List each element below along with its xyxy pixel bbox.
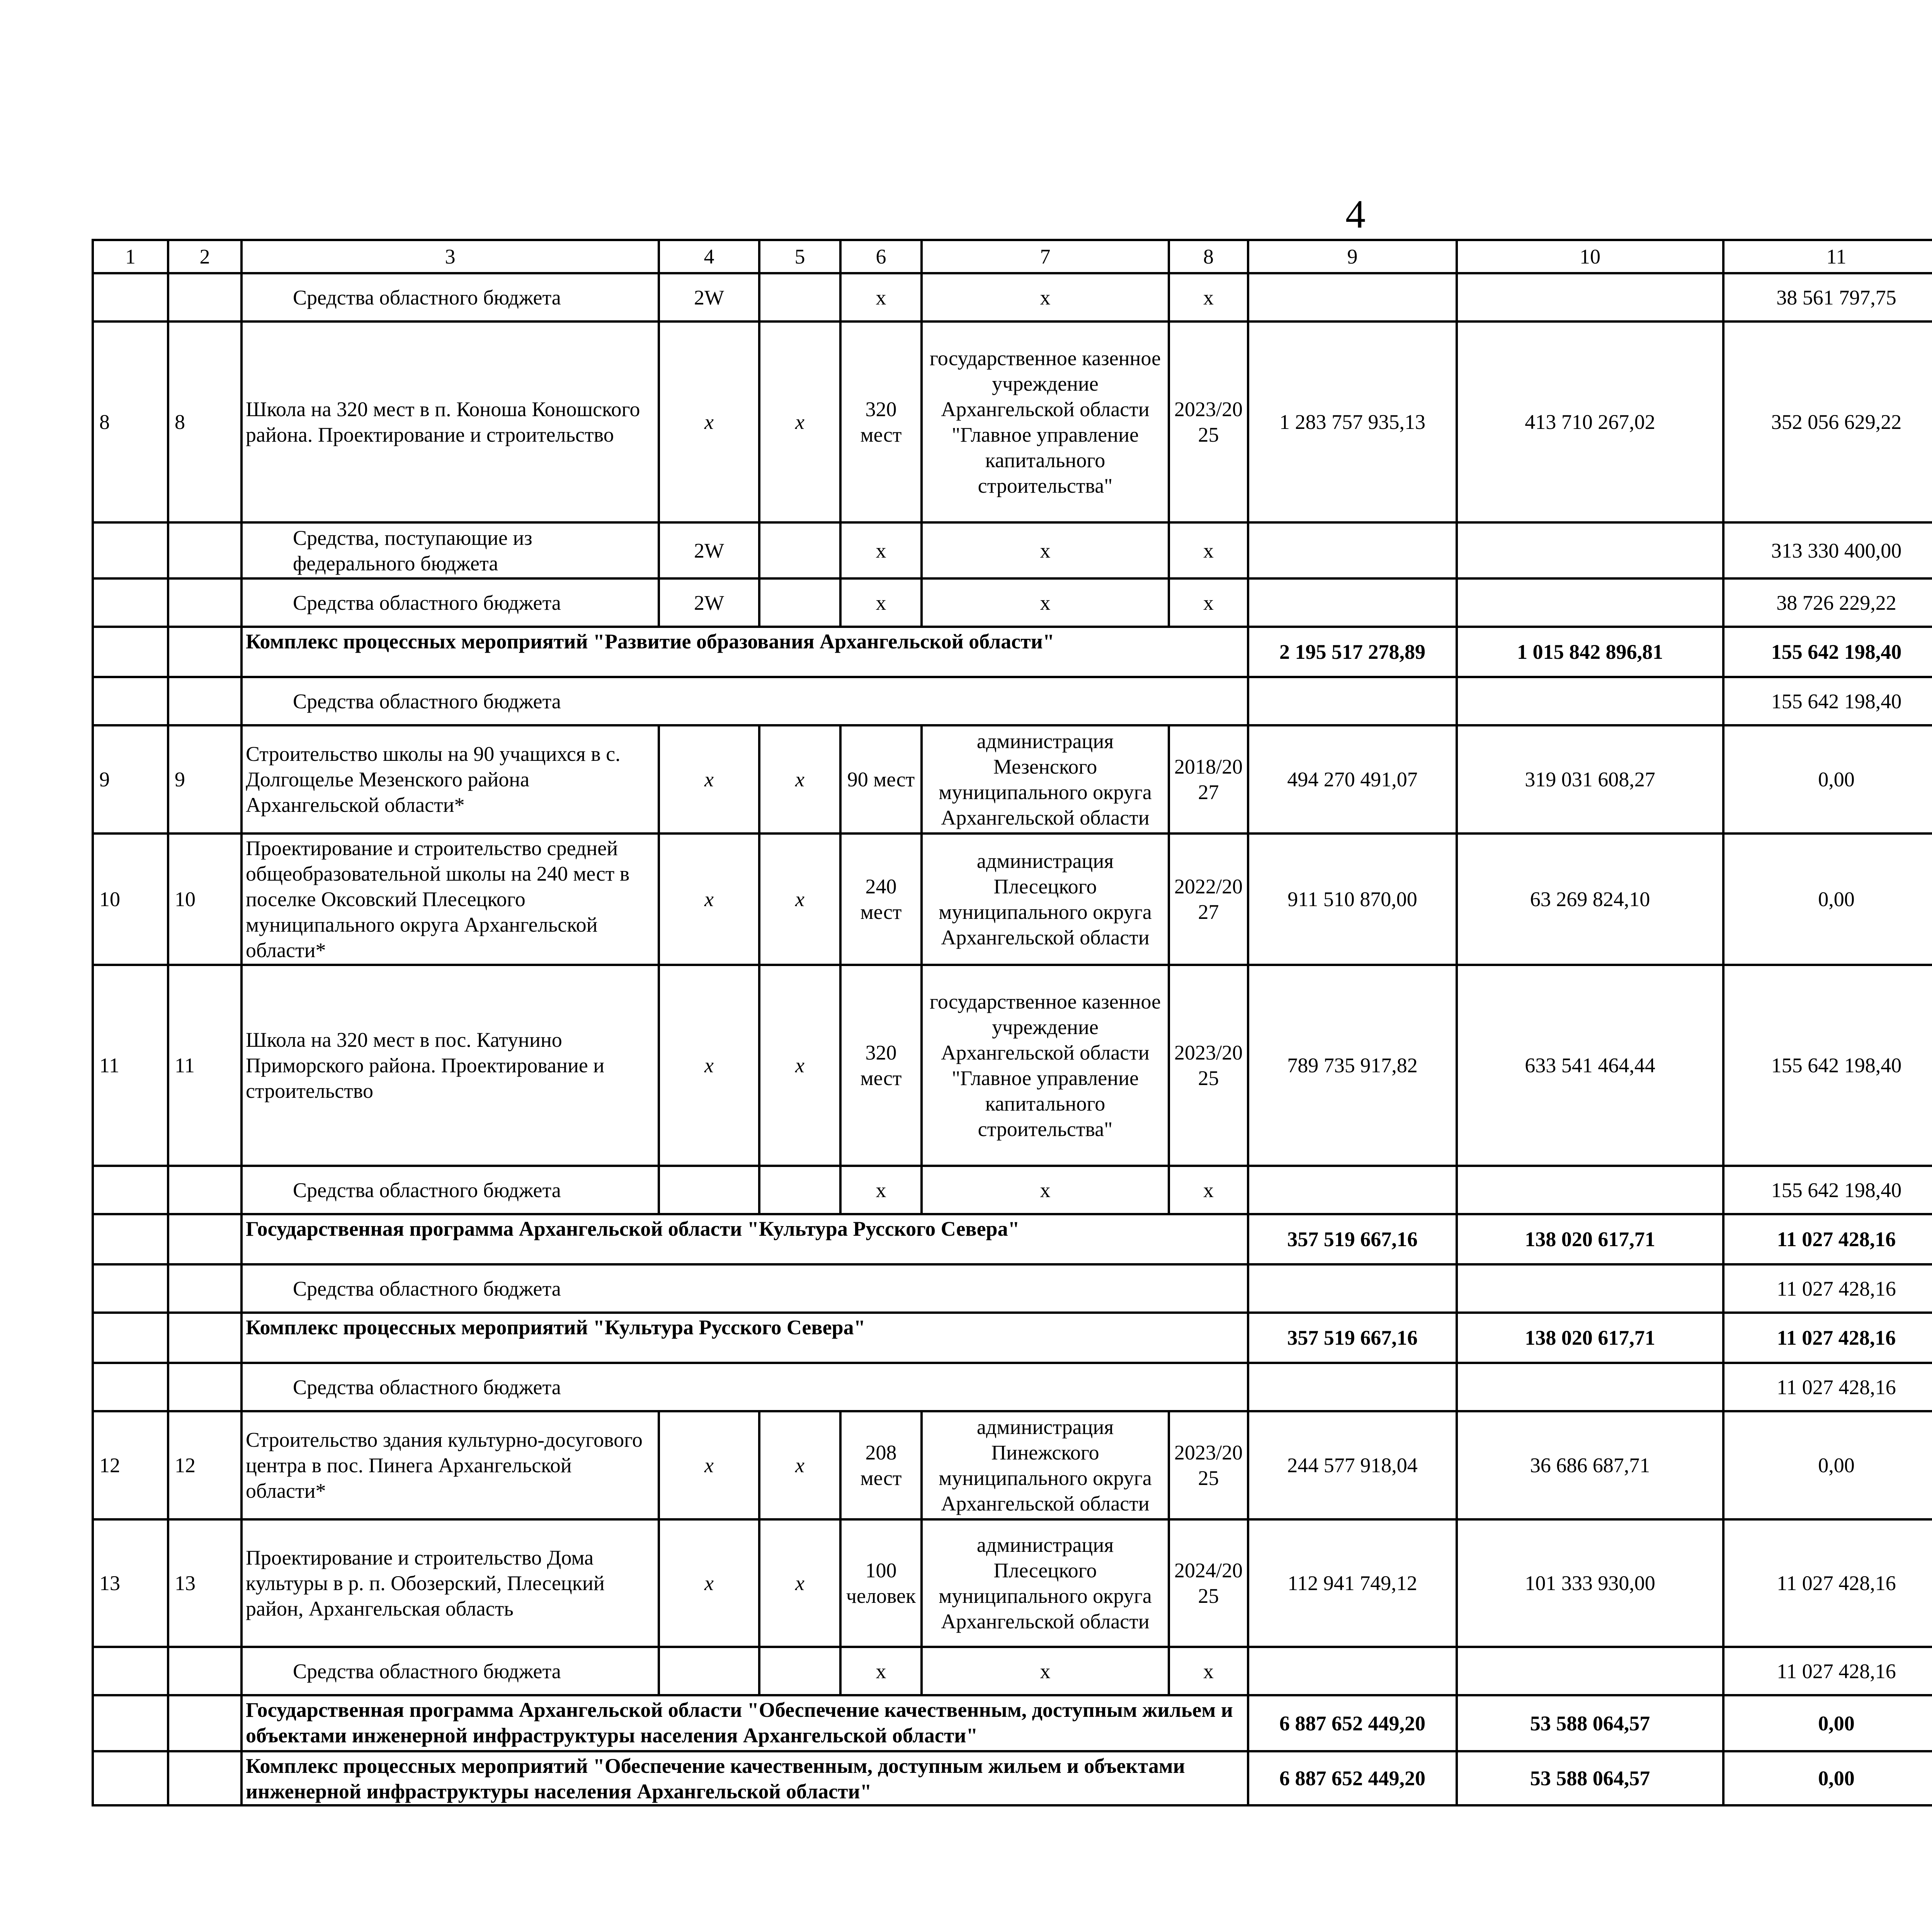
empty-cell: [1248, 273, 1457, 321]
empty-cell: [1248, 522, 1457, 578]
object-name: Строительство здания культурно-досугового центра в пос. Пинега Архангельской области*: [242, 1411, 659, 1519]
estimated-cost: 911 510 870,00: [1248, 833, 1457, 965]
empty-cell: [759, 1647, 840, 1695]
empty-cell: [168, 677, 242, 725]
cell-col4: x: [659, 833, 759, 965]
total-spent: 138 020 617,71: [1457, 1214, 1723, 1264]
empty-cell: [93, 1363, 168, 1411]
funding-row: [93, 1363, 1932, 1411]
customer: государственное казенное учреждение Архангельской области "Главное управление капитального строительства": [922, 965, 1169, 1166]
column-header: 10: [1457, 240, 1723, 273]
cell-col7: x: [922, 273, 1169, 321]
empty-cell: [1248, 1166, 1457, 1214]
funding-row: [93, 1647, 1932, 1695]
cell-col5: x: [759, 321, 840, 522]
object-name: Школа на 320 мест в пос. Катунино Приморского района. Проектирование и строительство: [242, 965, 659, 1166]
row-number: 10: [93, 833, 168, 965]
empty-cell: [93, 1647, 168, 1695]
column-header: 11: [1723, 240, 1932, 273]
amount-col11: 11 027 428,16: [1723, 1363, 1932, 1411]
empty-cell: [1457, 578, 1723, 627]
cell-col4: 2W: [659, 578, 759, 627]
funding-source-label: Средства областного бюджета: [242, 578, 659, 627]
cell-col5: x: [759, 965, 840, 1166]
column-header: 4: [659, 240, 759, 273]
total-col11: 0,00: [1723, 1695, 1932, 1751]
capacity: 100 человек: [840, 1519, 922, 1647]
empty-cell: [1248, 1363, 1457, 1411]
total-col11: 11 027 428,16: [1723, 1214, 1932, 1264]
object-number: 9: [168, 725, 242, 833]
amount-col11: 11 027 428,16: [1723, 1519, 1932, 1647]
capacity: 208 мест: [840, 1411, 922, 1519]
empty-cell: [168, 1264, 242, 1313]
empty-cell: [168, 1313, 242, 1363]
capacity: 90 мест: [840, 725, 922, 833]
estimated-cost: 1 283 757 935,13: [1248, 321, 1457, 522]
cell-col5: x: [759, 1411, 840, 1519]
customer: администрация Мезенского муниципального округа Архангельской области: [922, 725, 1169, 833]
spent-amount: 413 710 267,02: [1457, 321, 1723, 522]
object-row: [93, 321, 1932, 522]
total-cost: 6 887 652 449,20: [1248, 1751, 1457, 1805]
empty-cell: [1457, 1647, 1723, 1695]
object-row: [93, 1519, 1932, 1647]
total-cost: 357 519 667,16: [1248, 1313, 1457, 1363]
empty-cell: [1457, 1363, 1723, 1411]
empty-cell: [759, 522, 840, 578]
cell-col4: 2W: [659, 522, 759, 578]
cell-col8: x: [1169, 1166, 1248, 1214]
empty-cell: [93, 578, 168, 627]
cell-col4: x: [659, 1519, 759, 1647]
spent-amount: 63 269 824,10: [1457, 833, 1723, 965]
funding-row: [93, 677, 1932, 725]
program-row: [93, 627, 1932, 677]
empty-cell: [168, 1647, 242, 1695]
cell-col8: x: [1169, 273, 1248, 321]
cell-col6: x: [840, 273, 922, 321]
total-cost: 357 519 667,16: [1248, 1214, 1457, 1264]
empty-cell: [168, 578, 242, 627]
funding-source-label: Средства, поступающие из федерального бюджета: [242, 522, 659, 578]
program-row: [93, 1214, 1932, 1264]
customer: администрация Пинежского муниципального округа Архангельской области: [922, 1411, 1169, 1519]
empty-cell: [168, 1166, 242, 1214]
program-row: [93, 1313, 1932, 1363]
object-name: Проектирование и строительство средней общеобразовательной школы на 240 мест в поселке Оксовский Плесецкого муниципального округа Архангельской области*: [242, 833, 659, 965]
empty-cell: [1457, 273, 1723, 321]
cell-col6: x: [840, 1166, 922, 1214]
object-number: 13: [168, 1519, 242, 1647]
total-spent: 53 588 064,57: [1457, 1695, 1723, 1751]
row-number: 11: [93, 965, 168, 1166]
amount-col11: 38 561 797,75: [1723, 273, 1932, 321]
amount-col11: 155 642 198,40: [1723, 677, 1932, 725]
funding-row: [93, 1264, 1932, 1313]
row-number: 12: [93, 1411, 168, 1519]
empty-cell: [168, 1695, 242, 1751]
object-name: Проектирование и строительство Дома культуры в р. п. Обозерский, Плесецкий район, Архангельская область: [242, 1519, 659, 1647]
amount-col11: 0,00: [1723, 833, 1932, 965]
cell-col4: [659, 1166, 759, 1214]
estimated-cost: 244 577 918,04: [1248, 1411, 1457, 1519]
row-number: 13: [93, 1519, 168, 1647]
column-header: 8: [1169, 240, 1248, 273]
object-number: 12: [168, 1411, 242, 1519]
table-body: [93, 240, 1932, 1805]
empty-cell: [93, 1214, 168, 1264]
amount-col11: 11 027 428,16: [1723, 1264, 1932, 1313]
row-number: 8: [93, 321, 168, 522]
empty-cell: [1248, 677, 1457, 725]
period: 2018/2027: [1169, 725, 1248, 833]
column-header: 1: [93, 240, 168, 273]
column-header-row: [93, 240, 1932, 273]
total-cost: 6 887 652 449,20: [1248, 1695, 1457, 1751]
amount-col11: 155 642 198,40: [1723, 1166, 1932, 1214]
empty-cell: [759, 1166, 840, 1214]
spent-amount: 101 333 930,00: [1457, 1519, 1723, 1647]
amount-col11: 155 642 198,40: [1723, 965, 1932, 1166]
empty-cell: [168, 1214, 242, 1264]
estimated-cost: 112 941 749,12: [1248, 1519, 1457, 1647]
empty-cell: [168, 273, 242, 321]
program-title: Комплекс процессных мероприятий "Обеспечение качественным, доступным жильем и объектами инженерной инфраструктуры населения Архангельской области": [242, 1751, 1248, 1805]
amount-col11: 313 330 400,00: [1723, 522, 1932, 578]
empty-cell: [759, 273, 840, 321]
object-row: [93, 833, 1932, 965]
column-header: 7: [922, 240, 1169, 273]
amount-col11: 0,00: [1723, 725, 1932, 833]
empty-cell: [168, 1751, 242, 1805]
total-cost: 2 195 517 278,89: [1248, 627, 1457, 677]
spent-amount: 319 031 608,27: [1457, 725, 1723, 833]
cell-col7: x: [922, 1647, 1169, 1695]
empty-cell: [93, 1264, 168, 1313]
column-header: 5: [759, 240, 840, 273]
funding-source-label: Средства областного бюджета: [242, 1647, 659, 1695]
estimated-cost: 494 270 491,07: [1248, 725, 1457, 833]
customer: администрация Плесецкого муниципального округа Архангельской области: [922, 833, 1169, 965]
amount-col11: 352 056 629,22: [1723, 321, 1932, 522]
cell-col5: x: [759, 833, 840, 965]
program-row: [93, 1751, 1932, 1805]
empty-cell: [93, 1751, 168, 1805]
period: 2023/2025: [1169, 1411, 1248, 1519]
capacity: 240 мест: [840, 833, 922, 965]
column-header: 3: [242, 240, 659, 273]
empty-cell: [168, 627, 242, 677]
empty-cell: [759, 578, 840, 627]
total-col11: 155 642 198,40: [1723, 627, 1932, 677]
cell-col4: x: [659, 725, 759, 833]
empty-cell: [1457, 1264, 1723, 1313]
funding-row: [93, 1166, 1932, 1214]
amount-col11: 38 726 229,22: [1723, 578, 1932, 627]
object-number: 10: [168, 833, 242, 965]
funding-source-label: Средства областного бюджета: [242, 273, 659, 321]
amount-col11: 11 027 428,16: [1723, 1647, 1932, 1695]
funding-row: [93, 273, 1932, 321]
object-row: [93, 725, 1932, 833]
program-title: Комплекс процессных мероприятий "Культура Русского Севера": [242, 1313, 1248, 1363]
investment-table: [92, 239, 1932, 1806]
cell-col4: x: [659, 965, 759, 1166]
period: 2024/2025: [1169, 1519, 1248, 1647]
empty-cell: [93, 677, 168, 725]
empty-cell: [93, 627, 168, 677]
object-name: Школа на 320 мест в п. Коноша Коношского района. Проектирование и строительство: [242, 321, 659, 522]
estimated-cost: 789 735 917,82: [1248, 965, 1457, 1166]
period: 2023/2025: [1169, 321, 1248, 522]
row-number: 9: [93, 725, 168, 833]
spent-amount: 633 541 464,44: [1457, 965, 1723, 1166]
customer: администрация Плесецкого муниципального округа Архангельской области: [922, 1519, 1169, 1647]
funding-row: [93, 578, 1932, 627]
capacity: 320 мест: [840, 321, 922, 522]
total-col11: 11 027 428,16: [1723, 1313, 1932, 1363]
funding-source-label: Средства областного бюджета: [242, 1264, 1248, 1313]
program-title: Комплекс процессных мероприятий "Развитие образования Архангельской области": [242, 627, 1248, 677]
total-spent: 138 020 617,71: [1457, 1313, 1723, 1363]
empty-cell: [168, 522, 242, 578]
funding-row: [93, 522, 1932, 578]
empty-cell: [93, 1313, 168, 1363]
cell-col4: x: [659, 321, 759, 522]
total-col11: 0,00: [1723, 1751, 1932, 1805]
spent-amount: 36 686 687,71: [1457, 1411, 1723, 1519]
page-number: 4: [1345, 192, 1366, 236]
program-title: Государственная программа Архангельской области "Обеспечение качественным, доступным жильем и объектами инженерной инфраструктуры населения Архангельской области": [242, 1695, 1248, 1751]
empty-cell: [93, 522, 168, 578]
capacity: 320 мест: [840, 965, 922, 1166]
empty-cell: [1457, 522, 1723, 578]
cell-col7: x: [922, 1166, 1169, 1214]
cell-col6: x: [840, 522, 922, 578]
cell-col8: x: [1169, 1647, 1248, 1695]
empty-cell: [168, 1363, 242, 1411]
amount-col11: 0,00: [1723, 1411, 1932, 1519]
cell-col4: 2W: [659, 273, 759, 321]
empty-cell: [1248, 1264, 1457, 1313]
column-header: 2: [168, 240, 242, 273]
cell-col4: x: [659, 1411, 759, 1519]
cell-col7: x: [922, 578, 1169, 627]
empty-cell: [1248, 1647, 1457, 1695]
total-spent: 53 588 064,57: [1457, 1751, 1723, 1805]
empty-cell: [93, 1166, 168, 1214]
empty-cell: [93, 1695, 168, 1751]
object-row: [93, 965, 1932, 1166]
empty-cell: [1248, 578, 1457, 627]
column-header: 9: [1248, 240, 1457, 273]
cell-col6: x: [840, 578, 922, 627]
cell-col5: x: [759, 1519, 840, 1647]
object-row: [93, 1411, 1932, 1519]
cell-col6: x: [840, 1647, 922, 1695]
funding-source-label: Средства областного бюджета: [242, 677, 1248, 725]
object-number: 8: [168, 321, 242, 522]
cell-col5: x: [759, 725, 840, 833]
total-spent: 1 015 842 896,81: [1457, 627, 1723, 677]
period: 2022/2027: [1169, 833, 1248, 965]
funding-source-label: Средства областного бюджета: [242, 1166, 659, 1214]
program-title: Государственная программа Архангельской области "Культура Русского Севера": [242, 1214, 1248, 1264]
funding-source-label: Средства областного бюджета: [242, 1363, 1248, 1411]
column-header: 6: [840, 240, 922, 273]
cell-col7: x: [922, 522, 1169, 578]
cell-col8: x: [1169, 522, 1248, 578]
object-number: 11: [168, 965, 242, 1166]
period: 2023/2025: [1169, 965, 1248, 1166]
object-name: Строительство школы на 90 учащихся в с. Долгощелье Мезенского района Архангельской области*: [242, 725, 659, 833]
cell-col4: [659, 1647, 759, 1695]
empty-cell: [1457, 677, 1723, 725]
cell-col8: x: [1169, 578, 1248, 627]
empty-cell: [93, 273, 168, 321]
customer: государственное казенное учреждение Архангельской области "Главное управление капитального строительства": [922, 321, 1169, 522]
empty-cell: [1457, 1166, 1723, 1214]
program-row: [93, 1695, 1932, 1751]
